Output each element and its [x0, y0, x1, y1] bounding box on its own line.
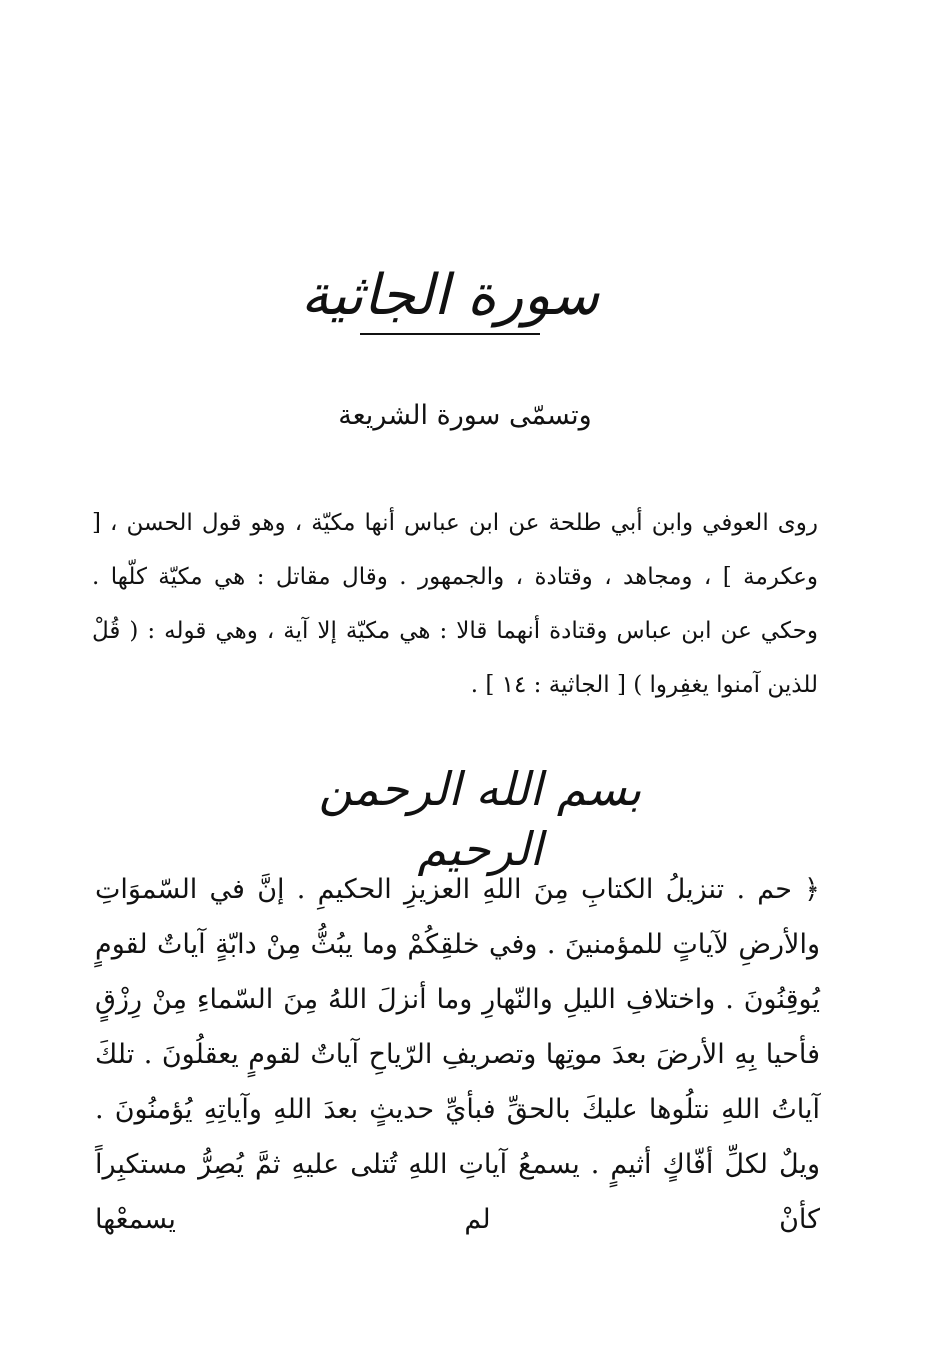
intro-paragraph: روى العوفي وابن أبي طلحة عن ابن عباس أنها مكيّة ، وهو قول الحسن ، [ وعكرمة ] ، ومجاهد ، وقتادة ، والجمهور . وقال مقاتل : هي مكيّة كلّها . وحكي عن ابن عباس وقتادة أنهما قالا : هي مكيّة إلا آية ، وهي قوله : ( قُلْ للذين آمنوا يغفِروا ) [ الجاثية : ١٤ ] . — [92, 510, 818, 698]
surah-title: سورة الجاثية — [250, 262, 650, 335]
surah-alternate-name: وتسمّى سورة الشريعة — [338, 400, 592, 431]
basmala: بسم الله الرحمن الرحيم — [318, 762, 642, 876]
quran-verses: ﴿ حم . تنزيلُ الكتابِ مِنَ اللهِ العزيزِ الحكيمِ . إنَّ في السّموَاتِ والأرضِ لآياتٍ للمؤمنينَ . وفي خلقِكُمْ وما يبُثُّ مِنْ دابّةٍ آياتٌ لقومٍ يُوقِنُونَ . واختلافِ الليلِ والنّهارِ وما أنزلَ اللهُ مِنَ السّماءِ مِنْ رِزْقٍ فأحيا بِهِ الأرضَ بعدَ موتِها وتصريفِ الرّياحِ آياتٌ لقومٍ يعقلُونَ . تلكَ آياتُ اللهِ نتلُوها عليكَ بالحقِّ فبأيِّ حديثٍ بعدَ اللهِ وآياتِهِ يُؤمنُونَ . ويلٌ لكلِّ أفّاكٍ أثيمٍ . يسمعُ آياتِ اللهِ تُتلى عليهِ ثمَّ يُصِرُّ مستكبِراً كأنْ لم يسمعْها — [95, 874, 820, 1235]
